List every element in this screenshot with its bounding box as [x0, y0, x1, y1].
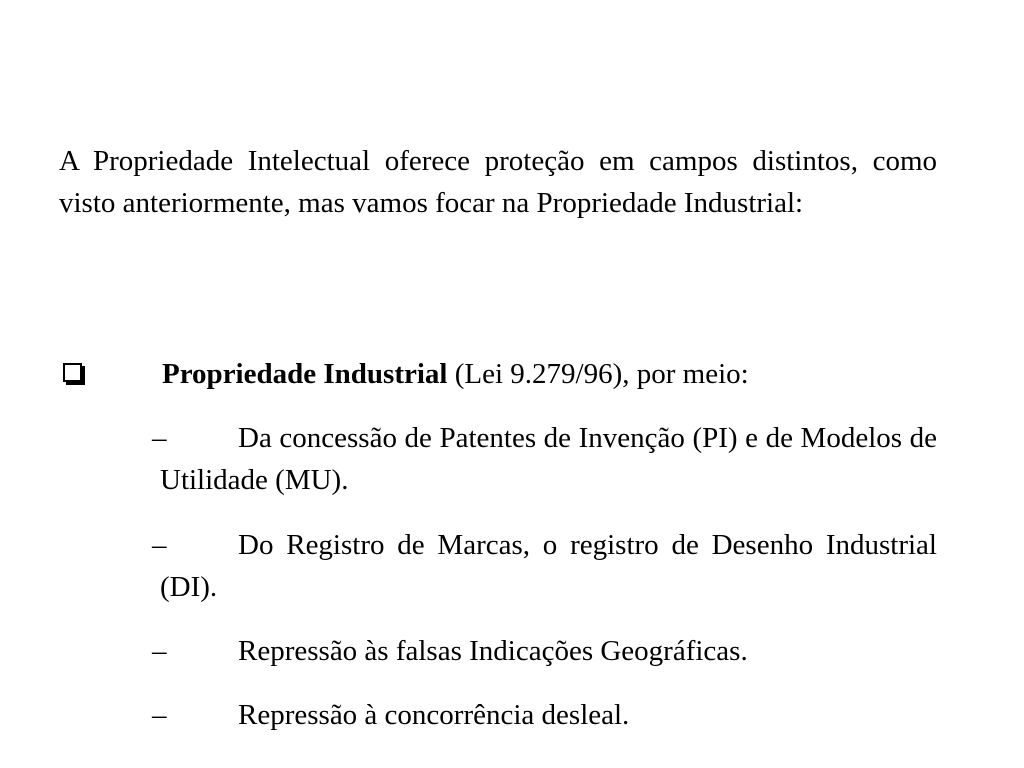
bullet-text: [162, 352, 749, 396]
sub-item-patentes: [152, 417, 937, 501]
sub-item-text: Do Registro de Marcas, o registro de Desenho Industrial (DI).: [160, 529, 937, 603]
bullet-propriedade-industrial: [59, 352, 937, 396]
dash-marker: –: [152, 699, 167, 731]
bullet-rest: (Lei 9.279/96), por meio:: [447, 358, 749, 390]
bullet-bold-label: Propriedade Industrial: [162, 358, 448, 390]
sub-item-text: Repressão às falsas Indicações Geográficas.: [238, 635, 748, 667]
dash-marker: –: [152, 422, 167, 454]
intro-paragraph: A Propriedade Intelectual oferece proteção em campos distintos, como visto anteriormente, mas vamos focar na Propriedade Industrial:: [59, 145, 937, 219]
sub-item-text: Repressão à concorrência desleal.: [238, 699, 630, 731]
checkbox-icon: [63, 363, 82, 382]
sub-item-concorrencia: [152, 694, 937, 736]
sub-item-marcas: [152, 524, 937, 608]
dash-marker: –: [152, 635, 167, 667]
sub-item-text: Da concessão de Patentes de Invenção (PI) e de Modelos de Utilidade (MU).: [160, 422, 937, 496]
sub-item-indicacoes: [152, 630, 937, 672]
dash-marker: –: [152, 529, 167, 561]
